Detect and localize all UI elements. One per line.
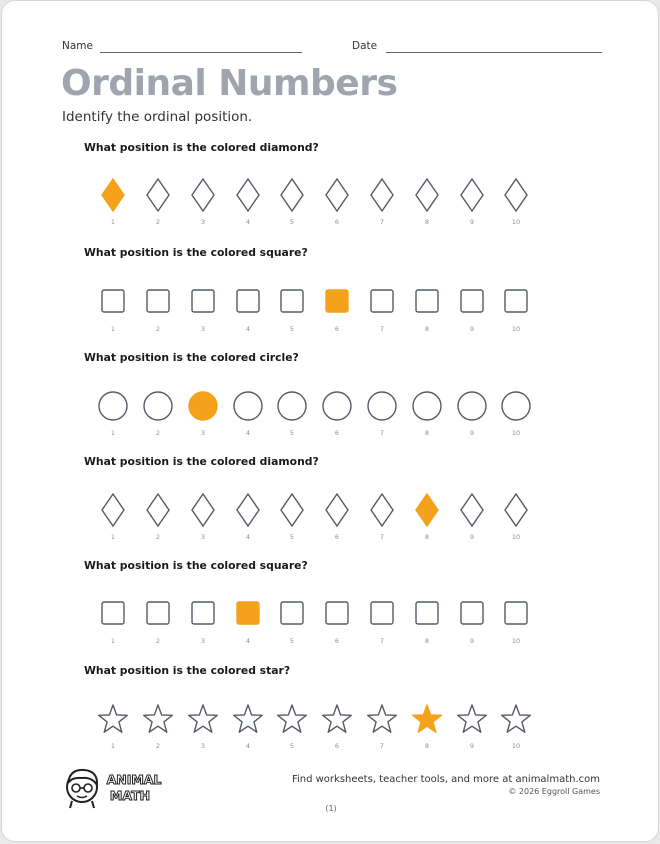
square-shape [455,597,489,647]
star-shape [499,702,533,752]
position-number: 4 [245,742,251,750]
position-number: 9 [469,325,475,333]
square-shape [455,285,489,335]
circle-shape [499,389,533,439]
diamond-shape [141,178,175,228]
diamond-shape [231,178,265,228]
position-number: 9 [469,429,475,437]
position-number: 10 [511,533,521,541]
page-number: (1) [325,804,337,813]
shape-row-5 [2,597,660,657]
position-number: 10 [511,218,521,226]
circle-icon [277,389,307,423]
diamond-icon [277,493,307,527]
logo-text-animal: ANIMAL [106,772,162,787]
square-shape [141,285,175,335]
position-number: 3 [200,533,206,541]
star-icon [233,702,263,736]
diamond-shape [455,493,489,543]
square-icon [322,285,352,319]
diamond-icon [233,493,263,527]
position-number: 4 [245,429,251,437]
square-icon [188,285,218,319]
square-shape [320,597,354,647]
circle-icon [98,389,128,423]
footer-link-text: Find worksheets, teacher tools, and more at animalmath.com [291,774,600,785]
star-icon [188,702,218,736]
star-shape [141,702,175,752]
circle-icon [412,389,442,423]
position-number: 8 [424,637,430,645]
square-icon [457,597,487,631]
position-number: 2 [155,742,161,750]
square-icon [98,285,128,319]
question-2: What position is the colored square? [84,246,308,259]
position-number: 4 [245,533,251,541]
diamond-shape [410,178,444,228]
diamond-shape [365,493,399,543]
position-number: 8 [424,429,430,437]
square-icon [188,597,218,631]
colored-square [231,597,265,647]
page-subtitle: Identify the ordinal position. [62,109,253,125]
star-icon [322,702,352,736]
square-icon [233,597,263,631]
position-number: 8 [424,218,430,226]
circle-shape [320,389,354,439]
shape-row-4 [2,493,660,553]
diamond-shape [186,178,220,228]
star-shape [455,702,489,752]
position-number: 2 [155,325,161,333]
square-shape [96,597,130,647]
position-number: 3 [200,325,206,333]
position-number: 9 [469,742,475,750]
animal-math-logo [62,765,172,809]
position-number: 10 [511,637,521,645]
circle-icon [233,389,263,423]
diamond-icon [367,178,397,212]
circle-icon [188,389,218,423]
diamond-icon [501,178,531,212]
question-6: What position is the colored star? [84,664,291,677]
diamond-shape [141,493,175,543]
position-number: 6 [334,218,340,226]
position-number: 1 [110,742,116,750]
shape-row-1 [2,178,660,238]
position-number: 7 [379,742,385,750]
position-number: 2 [155,429,161,437]
position-number: 4 [245,325,251,333]
worksheet-page [1,0,659,842]
colored-star [410,702,444,752]
square-icon [277,597,307,631]
position-number: 1 [110,429,116,437]
diamond-icon [277,178,307,212]
star-icon [501,702,531,736]
circle-shape [231,389,265,439]
square-shape [275,597,309,647]
position-number: 1 [110,325,116,333]
position-number: 4 [245,218,251,226]
question-5: What position is the colored square? [84,559,308,572]
diamond-icon [188,178,218,212]
circle-shape [96,389,130,439]
position-number: 8 [424,533,430,541]
diamond-shape [231,493,265,543]
position-number: 9 [469,218,475,226]
diamond-shape [275,178,309,228]
position-number: 2 [155,533,161,541]
position-number: 3 [200,637,206,645]
colored-square [320,285,354,335]
date-field[interactable] [386,52,602,53]
position-number: 5 [289,325,295,333]
position-number: 7 [379,218,385,226]
position-number: 2 [155,218,161,226]
diamond-shape [96,493,130,543]
square-shape [186,285,220,335]
square-shape [365,597,399,647]
position-number: 1 [110,637,116,645]
star-icon [277,702,307,736]
square-icon [143,285,173,319]
circle-icon [501,389,531,423]
diamond-icon [322,178,352,212]
diamond-icon [143,493,173,527]
colored-diamond [410,493,444,543]
colored-diamond [96,178,130,228]
position-number: 5 [289,533,295,541]
position-number: 9 [469,533,475,541]
star-shape [186,702,220,752]
star-icon [367,702,397,736]
square-shape [410,597,444,647]
footer [292,774,600,796]
square-shape [499,285,533,335]
diamond-icon [501,493,531,527]
position-number: 10 [511,742,521,750]
position-number: 3 [200,742,206,750]
diamond-shape [499,493,533,543]
position-number: 6 [334,533,340,541]
diamond-icon [233,178,263,212]
position-number: 2 [155,637,161,645]
circle-shape [275,389,309,439]
position-number: 9 [469,637,475,645]
position-number: 6 [334,637,340,645]
diamond-shape [455,178,489,228]
square-icon [98,597,128,631]
question-1: What position is the colored diamond? [84,141,319,154]
square-icon [143,597,173,631]
position-number: 4 [245,637,251,645]
position-number: 5 [289,637,295,645]
position-number: 7 [379,429,385,437]
square-icon [367,597,397,631]
star-shape [96,702,130,752]
square-icon [322,597,352,631]
diamond-shape [275,493,309,543]
position-number: 10 [511,325,521,333]
position-number: 8 [424,742,430,750]
square-icon [412,285,442,319]
circle-shape [365,389,399,439]
circle-shape [455,389,489,439]
square-shape [141,597,175,647]
diamond-icon [98,493,128,527]
shape-row-6 [2,702,660,762]
position-number: 8 [424,325,430,333]
star-shape [365,702,399,752]
diamond-icon [457,178,487,212]
date-label: Date [352,40,378,52]
position-number: 10 [511,429,521,437]
position-number: 1 [110,218,116,226]
square-icon [457,285,487,319]
diamond-icon [412,493,442,527]
position-number: 5 [289,742,295,750]
square-icon [277,285,307,319]
circle-icon [367,389,397,423]
copyright: © 2026 Eggroll Games [508,787,600,796]
position-number: 1 [110,533,116,541]
diamond-icon [98,178,128,212]
position-number: 6 [334,429,340,437]
square-shape [275,285,309,335]
shape-row-3 [2,389,660,449]
question-3: What position is the colored circle? [84,351,299,364]
star-shape [320,702,354,752]
diamond-icon [412,178,442,212]
diamond-shape [320,178,354,228]
question-4: What position is the colored diamond? [84,455,319,468]
star-icon [412,702,442,736]
diamond-shape [186,493,220,543]
colored-circle [186,389,220,439]
square-shape [499,597,533,647]
circle-icon [457,389,487,423]
diamond-icon [457,493,487,527]
circle-icon [143,389,173,423]
star-shape [275,702,309,752]
square-icon [367,285,397,319]
position-number: 6 [334,742,340,750]
position-number: 5 [289,218,295,226]
name-field[interactable] [100,52,302,53]
diamond-shape [499,178,533,228]
square-icon [501,597,531,631]
square-shape [231,285,265,335]
position-number: 7 [379,325,385,333]
square-shape [186,597,220,647]
position-number: 3 [200,218,206,226]
diamond-shape [320,493,354,543]
star-icon [98,702,128,736]
name-label: Name [62,40,93,52]
square-icon [233,285,263,319]
square-shape [410,285,444,335]
circle-shape [410,389,444,439]
name-date-row [62,40,602,54]
star-shape [231,702,265,752]
position-number: 3 [200,429,206,437]
square-icon [412,597,442,631]
position-number: 7 [379,533,385,541]
square-shape [365,285,399,335]
diamond-icon [367,493,397,527]
diamond-icon [322,493,352,527]
star-icon [457,702,487,736]
shape-row-2 [2,285,660,345]
diamond-icon [188,493,218,527]
circle-icon [322,389,352,423]
page-title: Ordinal Numbers [61,63,398,104]
circle-shape [141,389,175,439]
position-number: 5 [289,429,295,437]
position-number: 7 [379,637,385,645]
diamond-icon [143,178,173,212]
logo-text-math: MATH [109,788,151,803]
position-number: 6 [334,325,340,333]
square-shape [96,285,130,335]
square-icon [501,285,531,319]
star-icon [143,702,173,736]
diamond-shape [365,178,399,228]
